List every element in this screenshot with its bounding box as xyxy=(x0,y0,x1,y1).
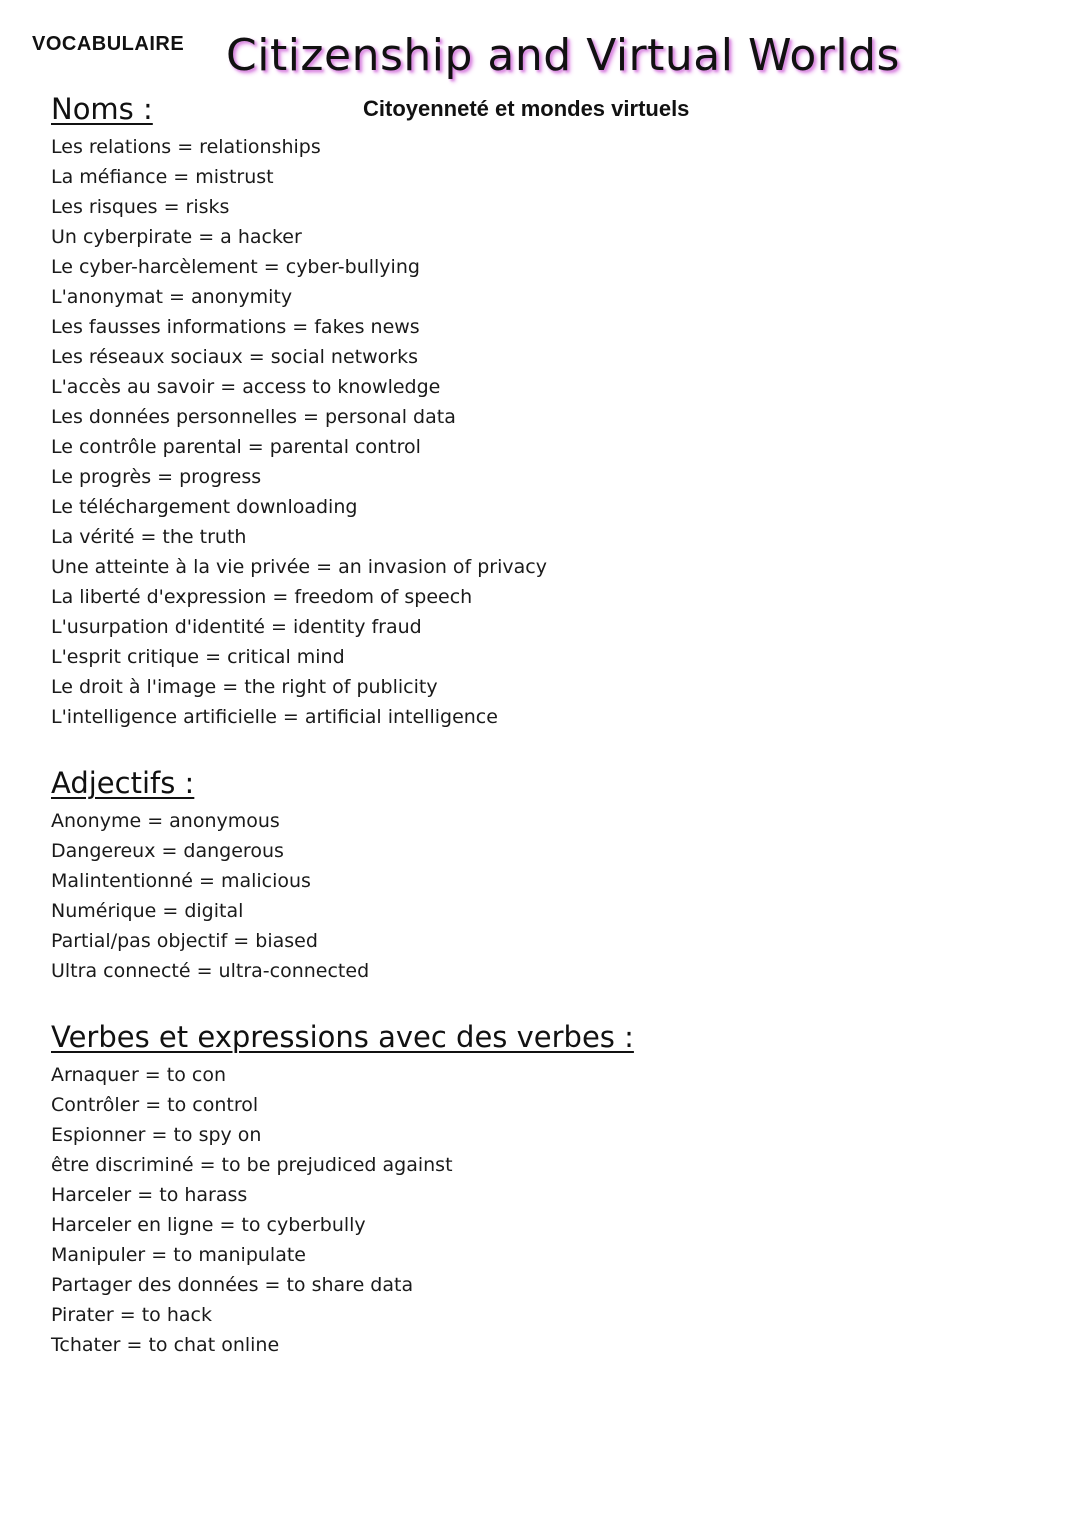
vocab-list-noms xyxy=(51,132,547,732)
vocab-entry: Manipuler = to manipulate xyxy=(51,1244,306,1266)
page-subtitle: Citoyenneté et mondes virtuels xyxy=(363,96,690,121)
vocab-entry: La méfiance = mistrust xyxy=(51,166,274,188)
vocab-entry: Les relations = relationships xyxy=(51,136,321,158)
section-noms xyxy=(51,92,547,732)
vocab-entry: La liberté d'expression = freedom of speech xyxy=(51,586,473,608)
vocab-entry: Le téléchargement downloading xyxy=(51,496,358,518)
vocab-entry: Le droit à l'image = the right of publicity xyxy=(51,676,438,698)
page-title: Citizenship and Virtual Worlds xyxy=(226,30,900,81)
vocab-entry: Arnaquer = to con xyxy=(51,1064,226,1086)
vocab-entry: Un cyberpirate = a hacker xyxy=(51,226,302,248)
vocab-entry: L'anonymat = anonymity xyxy=(51,286,293,308)
vocab-entry: Pirater = to hack xyxy=(51,1304,212,1326)
vocab-entry: Contrôler = to control xyxy=(51,1094,259,1116)
vocab-entry: L'intelligence artificielle = artificial intelligence xyxy=(51,706,498,728)
vocab-entry: Les fausses informations = fakes news xyxy=(51,316,420,338)
vocab-entry: Les risques = risks xyxy=(51,196,230,218)
vocab-list-verbes xyxy=(51,1060,634,1360)
vocab-list-adjectifs xyxy=(51,806,369,986)
vocab-entry: Anonyme = anonymous xyxy=(51,810,280,832)
vocab-entry: Une atteinte à la vie privée = an invasion of privacy xyxy=(51,556,547,578)
vocab-entry: Le progrès = progress xyxy=(51,466,262,488)
vocab-entry: Harceler en ligne = to cyberbully xyxy=(51,1214,366,1236)
vocab-entry: Harceler = to harass xyxy=(51,1184,248,1206)
vocab-entry: Dangereux = dangerous xyxy=(51,840,284,862)
section-heading-adjectifs: Adjectifs : xyxy=(51,766,195,800)
vocab-entry: Partial/pas objectif = biased xyxy=(51,930,318,952)
vocab-entry: L'esprit critique = critical mind xyxy=(51,646,345,668)
vocab-entry: être discriminé = to be prejudiced against xyxy=(51,1154,453,1176)
vocab-entry: Les données personnelles = personal data xyxy=(51,406,456,428)
vocab-entry: La vérité = the truth xyxy=(51,526,247,548)
vocab-entry: Espionner = to spy on xyxy=(51,1124,262,1146)
vocab-entry: Ultra connecté = ultra-connected xyxy=(51,960,370,982)
vocabulaire-label: VOCABULAIRE xyxy=(32,33,185,55)
section-heading-verbes: Verbes et expressions avec des verbes : xyxy=(51,1020,634,1054)
section-adjectifs xyxy=(51,766,369,986)
vocab-entry: Le contrôle parental = parental control xyxy=(51,436,421,458)
vocab-entry: Partager des données = to share data xyxy=(51,1274,414,1296)
vocab-entry: Le cyber-harcèlement = cyber-bullying xyxy=(51,256,420,278)
vocab-entry: Les réseaux sociaux = social networks xyxy=(51,346,418,368)
section-heading-noms: Noms : xyxy=(51,92,153,126)
vocab-entry: L'accès au savoir = access to knowledge xyxy=(51,376,441,398)
vocab-entry: Numérique = digital xyxy=(51,900,244,922)
vocab-entry: L'usurpation d'identité = identity fraud xyxy=(51,616,422,638)
vocab-entry: Malintentionné = malicious xyxy=(51,870,311,892)
vocab-entry: Tchater = to chat online xyxy=(51,1334,280,1356)
section-verbes xyxy=(51,1020,634,1360)
